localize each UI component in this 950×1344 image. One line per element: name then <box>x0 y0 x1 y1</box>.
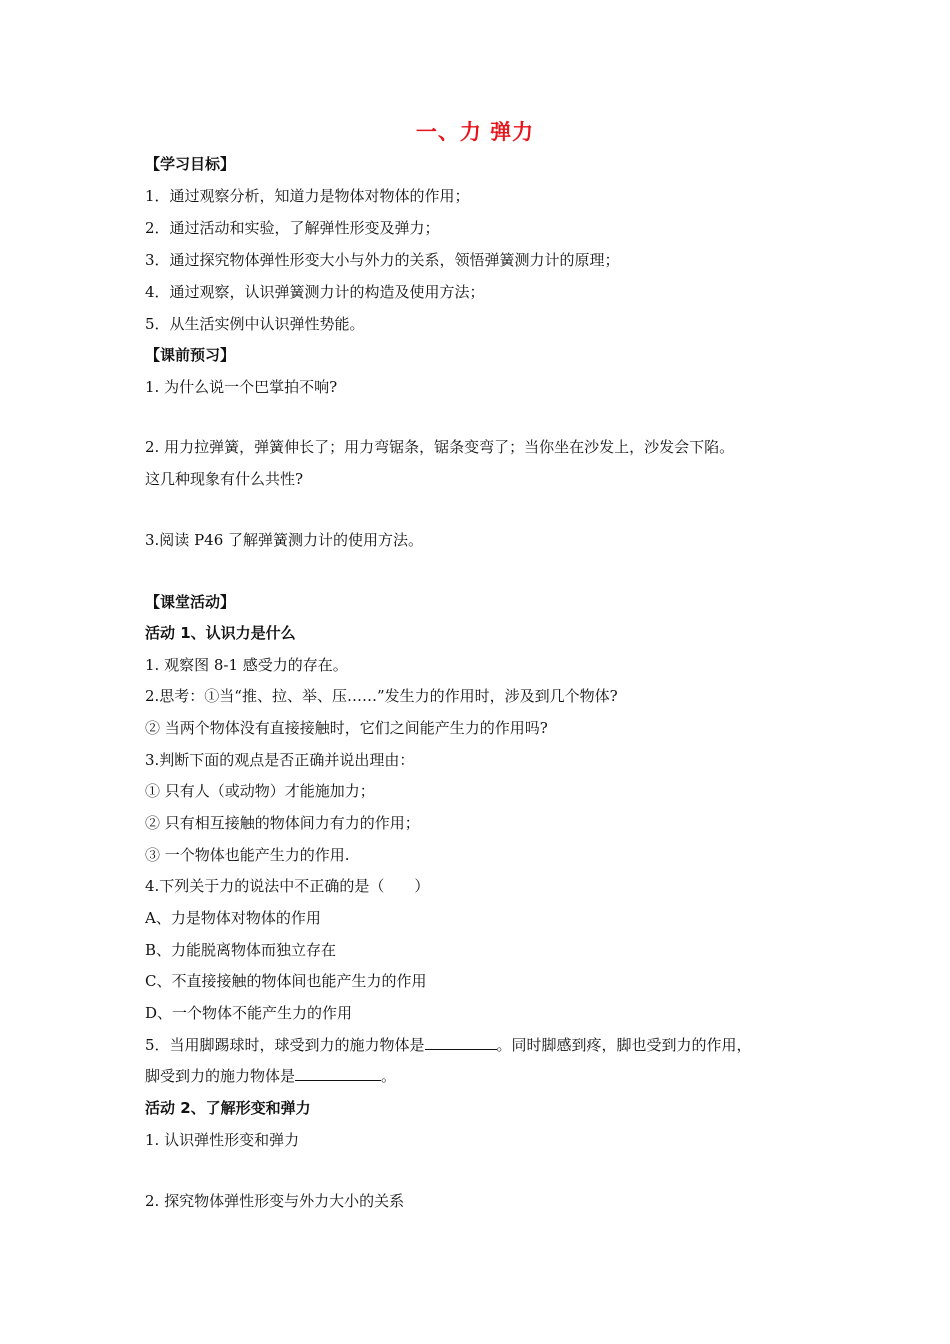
choice-b: B、力能脱离物体而独立存在 <box>145 941 337 959</box>
question-5-line-2 <box>145 1066 396 1086</box>
objectives-heading: 【学习目标】 <box>145 155 236 173</box>
activity-2-title: 活动 2、了解形变和弹力 <box>145 1099 311 1117</box>
activity-1-line: 3.判断下面的观点是否正确并说出理由： <box>145 751 415 769</box>
classroom-heading: 【课堂活动】 <box>145 593 236 611</box>
choice-d: D、一个物体不能产生力的作用 <box>145 1004 353 1022</box>
choice-c: C、不直接接触的物体间也能产生力的作用 <box>145 972 427 990</box>
activity-1-line: 1. 观察图 8-1 感受力的存在。 <box>145 656 348 674</box>
activity-1-line: ① 只有人（或动物）才能施加力； <box>145 782 375 800</box>
answer-blank[interactable] <box>295 1066 381 1081</box>
activity-2-item: 2. 探究物体弹性形变与外力大小的关系 <box>145 1192 405 1210</box>
choice-a: A、力是物体对物体的作用 <box>145 909 321 927</box>
question-5-text: 5．当用脚踢球时，球受到力的施力物体是 <box>145 1036 425 1054</box>
preview-question-1: 1. 为什么说一个巴掌拍不响? <box>145 378 338 396</box>
preview-question-2-line-1: 2. 用力拉弹簧，弹簧伸长了；用力弯锯条，锯条变弯了；当你坐在沙发上，沙发会下陷。 <box>145 438 735 456</box>
activity-1-line: 4.下列关于力的说法中不正确的是（ ） <box>145 877 430 895</box>
activity-1-line: ② 当两个物体没有直接接触时，它们之间能产生力的作用吗? <box>145 719 548 737</box>
question-5-line-1 <box>145 1035 752 1055</box>
activity-1-line: ② 只有相互接触的物体间力有力的作用； <box>145 814 420 832</box>
question-5-text: 。同时脚感到疼，脚也受到力的作用， <box>496 1036 752 1054</box>
activity-1-line: ③ 一个物体也能产生力的作用. <box>145 846 350 864</box>
objective-item: 5．从生活实例中认识弹性势能。 <box>145 315 365 333</box>
question-5-text: 脚受到力的施力物体是 <box>145 1067 296 1085</box>
question-5-text: 。 <box>381 1067 397 1085</box>
answer-blank[interactable] <box>425 1035 497 1050</box>
activity-2-item: 1. 认识弹性形变和弹力 <box>145 1131 300 1149</box>
preview-heading: 【课前预习】 <box>145 346 236 364</box>
objective-item: 2．通过活动和实验，了解弹性形变及弹力； <box>145 219 440 237</box>
activity-1-title: 活动 1、认识力是什么 <box>145 624 296 642</box>
preview-question-3: 3.阅读 P46 了解弹簧测力计的使用方法。 <box>145 531 424 549</box>
preview-question-2-line-2: 这几种现象有什么共性? <box>145 470 304 488</box>
objective-item: 3．通过探究物体弹性形变大小与外力的关系，领悟弹簧测力计的原理； <box>145 251 620 269</box>
objective-item: 4．通过观察，认识弹簧测力计的构造及使用方法； <box>145 283 485 301</box>
objective-item: 1．通过观察分析，知道力是物体对物体的作用； <box>145 187 470 205</box>
activity-1-line: 2.思考：①当“推、拉、举、压……”发生力的作用时，涉及到几个物体? <box>145 687 618 705</box>
page-title: 一、力 弹力 <box>415 120 535 144</box>
